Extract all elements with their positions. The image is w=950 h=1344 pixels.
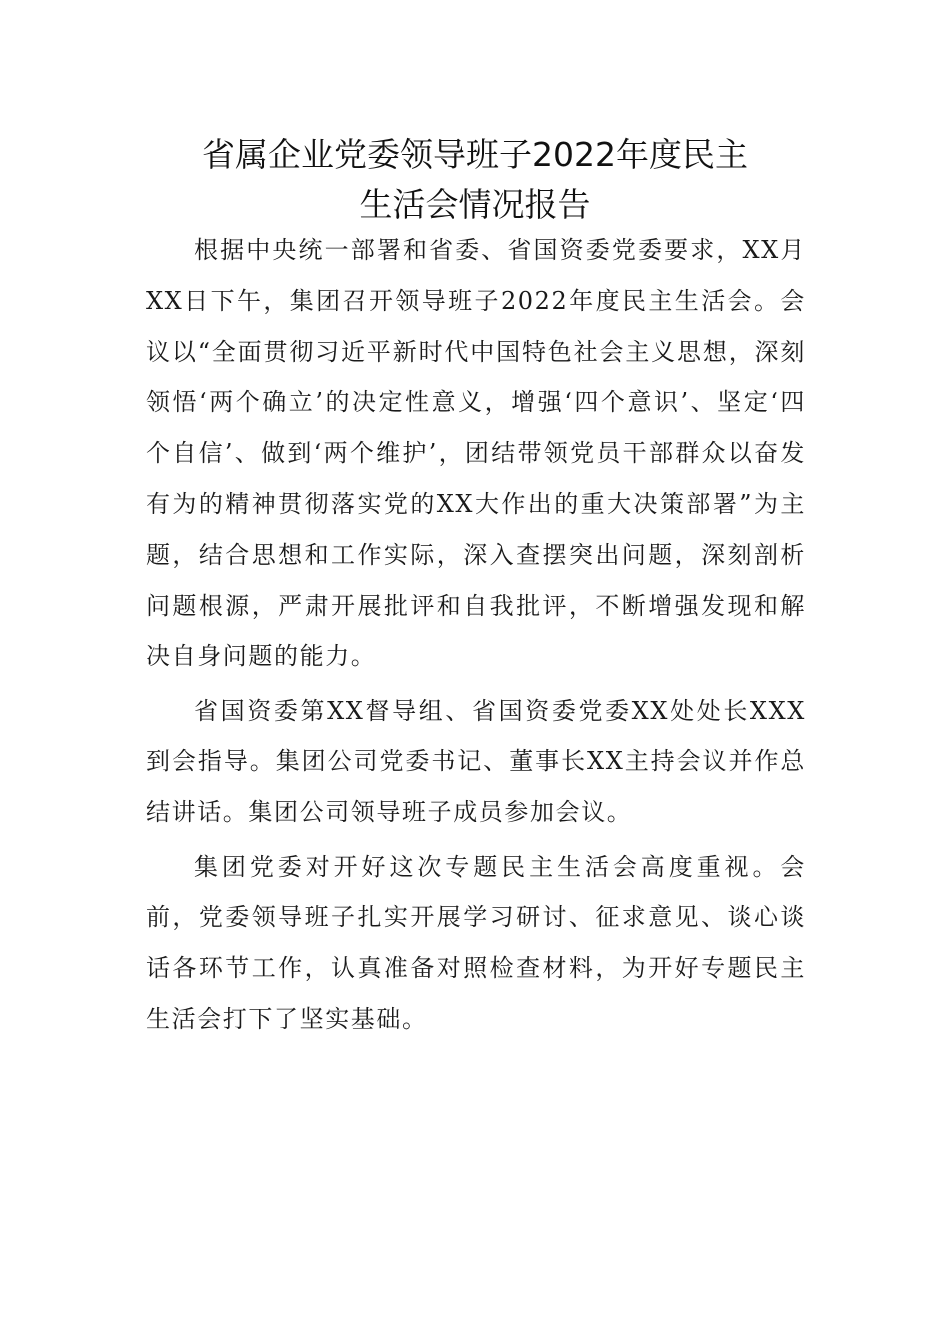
paragraph-2: 省国资委第XX督导组、省国资委党委XX处处长XXX到会指导。集团公司党委书记、董事长XX主持会议并作总结讲话。集团公司领导班子成员参加会议。 (146, 696, 806, 827)
document-body (146, 225, 806, 1048)
document-title (140, 130, 810, 230)
paragraph-1: 根据中央统一部署和省委、省国资委党委要求，XX月XX日下午，集团召开领导班子2022年度民主生活会。会议以“全面贯彻习近平新时代中国特色社会主义思想，深刻领悟‘两个确立’的决定性意义，增强‘四个意识’、坚定‘四个自信’、做到‘两个维护’，团结带领党员干部群众以奋发有为的精神贯彻落实党的XX大作出的重大决策部署”为主题，结合思想和工作实际，深入查摆突出问题，深刻剖析问题根源，严肃开展批评和自我批评，不断增强发现和解决自身问题的能力。 (146, 236, 806, 671)
paragraph-3: 集团党委对开好这次专题民主生活会高度重视。会前，党委领导班子扎实开展学习研讨、征求意见、谈心谈话各环节工作，认真准备对照检查材料，为开好专题民主生活会打下了坚实基础。 (146, 852, 806, 1033)
title-line-2: 生活会情况报告 (359, 185, 591, 224)
title-line-1: 省属企业党委领导班子2022年度民主 (202, 135, 748, 174)
